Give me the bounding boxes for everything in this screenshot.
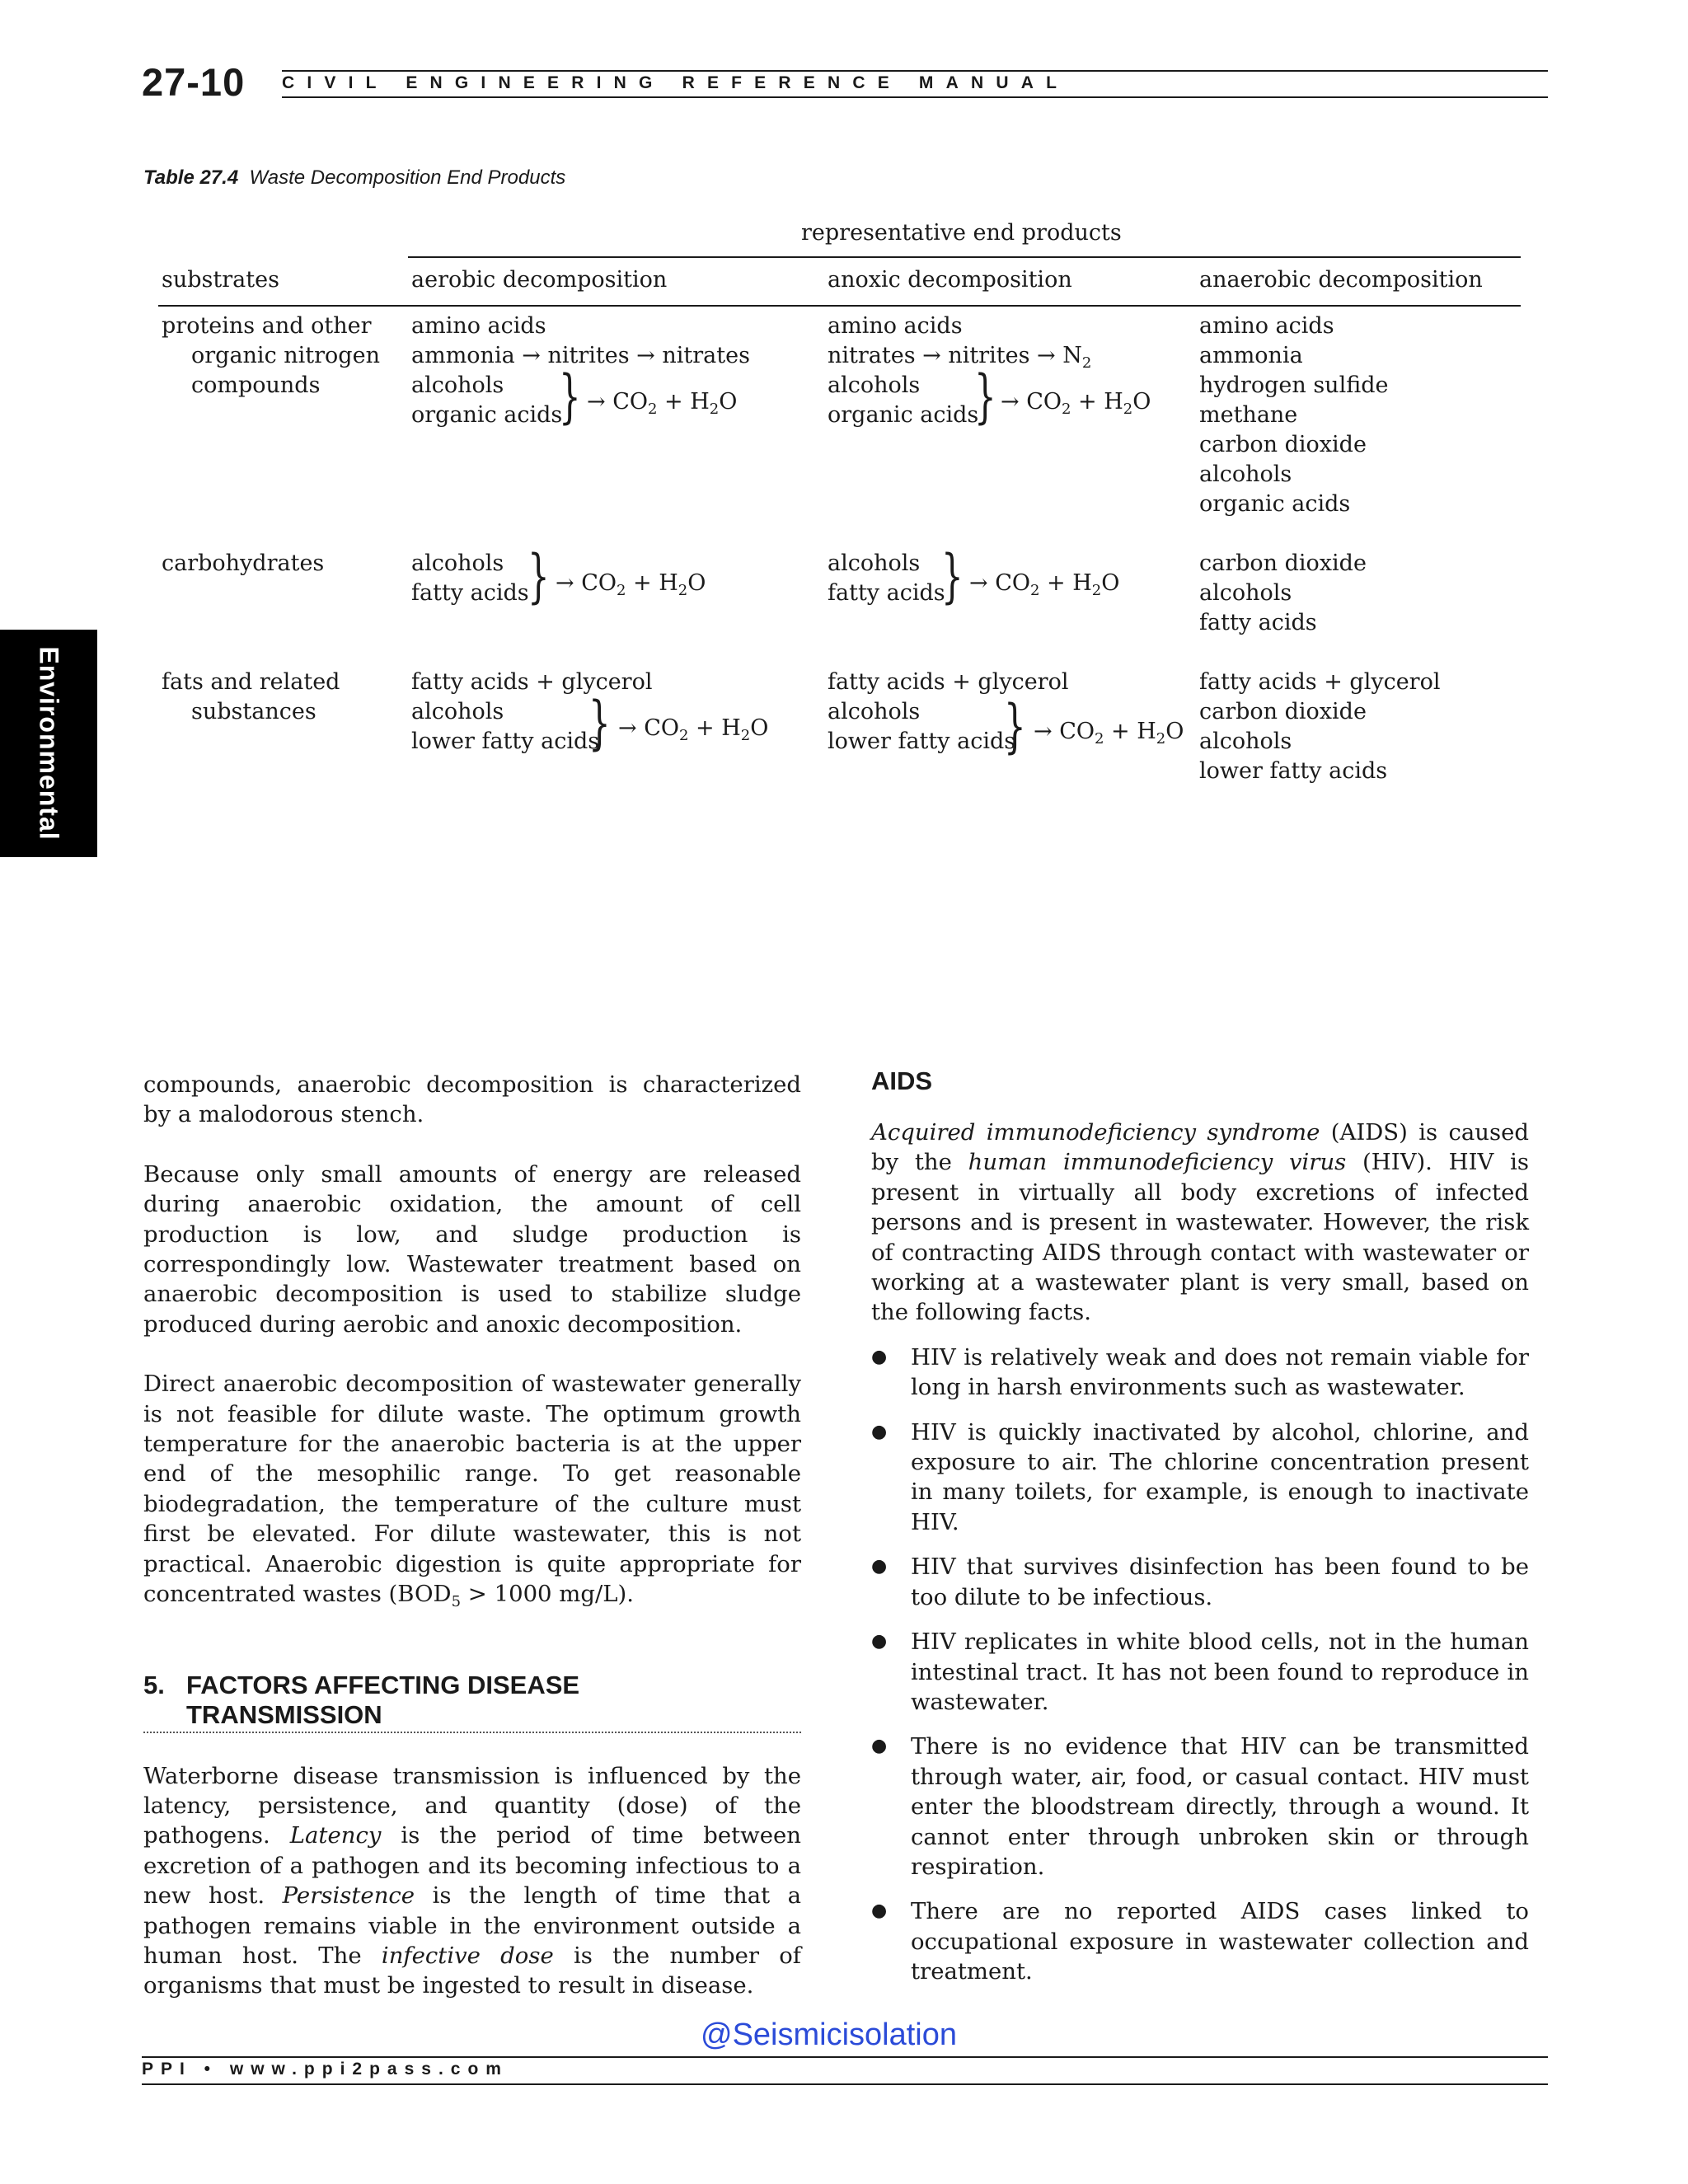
anoxic-cell: alcohols — [828, 551, 921, 576]
paragraph: Waterborne disease transmission is influenced by the latency, persistence, and quantity (dose) of the pathogens. Latency is the period of time between excretion of a pathogen and its becoming infectious to a new host. Persistence is the length of time that a pathogen remains viable in the environment outside a human host. The infective dose is the number of organisms that must be ingested to result in disease. — [143, 1762, 802, 1999]
substrate-cell: organic nitrogen — [191, 343, 380, 368]
anaerobic-cell: amino acids — [1199, 313, 1334, 339]
infective-dose-term: infective dose — [381, 1942, 554, 1969]
brace-icon: } — [974, 363, 996, 430]
arrow-result: → $CO_2 + H_2O$ — [1001, 389, 1151, 418]
anaerobic-cell: carbon dioxide — [1199, 699, 1367, 724]
footer-rule-bottom — [142, 2083, 1548, 2085]
aerobic-cell: amino acids — [411, 313, 546, 339]
brace-icon: } — [559, 363, 581, 430]
latency-term: Latency — [289, 1822, 382, 1849]
list-item: ● HIV replicates in white blood cells, not in the human intestinal tract. It has not been found to reproduce in wastewater. — [871, 1627, 1529, 1717]
header-rule-bottom — [282, 96, 1548, 98]
substrate-cell: carbohydrates — [162, 551, 325, 576]
anoxic-cell: alcohols — [828, 699, 921, 724]
anaerobic-cell: alcohols — [1199, 729, 1292, 754]
col-header-anoxic: anoxic decomposition — [828, 267, 1072, 293]
running-head: CIVIL ENGINEERING REFERENCE MANUAL — [282, 73, 1070, 92]
col-header-anaerobic: anaerobic decomposition — [1199, 267, 1483, 293]
substrate-cell: proteins and other — [162, 313, 372, 339]
list-item: ● HIV is quickly inactivated by alcohol, chlorine, and exposure to air. The chlorine concentration present in many toilets, for example, is enough to inactivate HIV. — [871, 1418, 1529, 1538]
paragraph: Because only small amounts of energy are released during anaerobic oxidation, the amount of cell production is low, and sludge production is correspondingly low. Wastewater treatment based on anaerobic decomposition is used to stabilize sludge produced during aerobic and anoxic decomposition. — [143, 1160, 801, 1338]
substrate-cell: substances — [191, 699, 316, 724]
persistence-term: Persistence — [282, 1882, 415, 1910]
anaerobic-cell: methane — [1199, 402, 1298, 428]
right-column — [871, 1066, 1529, 2002]
brace-icon: } — [588, 689, 611, 757]
aerobic-cell: lower fatty acids — [411, 729, 600, 754]
anaerobic-cell: alcohols — [1199, 580, 1292, 606]
anaerobic-cell: lower fatty acids — [1199, 758, 1388, 784]
anaerobic-cell: alcohols — [1199, 462, 1292, 487]
footer-rule-top — [142, 2056, 1548, 2058]
aerobic-cell: ammonia → nitrites → nitrates — [411, 343, 750, 368]
anoxic-cell: alcohols — [828, 373, 921, 398]
list-item: ● There is no evidence that HIV can be transmitted through water, air, food, or casual contact. HIV must enter the bloodstream directly, through a wound. It cannot enter through unbroken skin or through respiration. — [871, 1732, 1529, 1882]
header-rule-top — [282, 70, 1548, 72]
anaerobic-cell: fatty acids — [1199, 610, 1317, 635]
brace-icon: } — [1004, 692, 1026, 760]
anaerobic-cell: carbon dioxide — [1199, 432, 1367, 457]
side-tab-label: Environmental — [34, 646, 64, 841]
group-header: representative end products — [801, 220, 1122, 246]
paragraph: compounds, anaerobic decomposition is characterized by a malodorous stench. — [143, 1071, 801, 1128]
aerobic-cell: fatty acids + glycerol — [411, 669, 653, 695]
section-rule — [143, 1732, 801, 1733]
aids-term: Acquired immunodeficiency syndrome — [871, 1119, 1320, 1146]
table-title: Waste Decomposition End Products — [249, 166, 566, 189]
aerobic-cell: organic acids — [411, 402, 563, 428]
table-label: Table 27.4 — [143, 166, 239, 189]
footer-text: PPI • www.ppi2pass.com — [142, 2060, 509, 2079]
list-item: ● HIV that survives disinfection has been found to be too dilute to be infectious. — [871, 1552, 1529, 1612]
anaerobic-cell: organic acids — [1199, 491, 1351, 517]
page-number: 27-10 — [142, 60, 246, 104]
brace-icon: } — [528, 542, 550, 610]
table-caption — [143, 166, 565, 190]
section-heading — [143, 1671, 801, 1730]
anaerobic-cell: ammonia — [1199, 343, 1303, 368]
col-header-aerobic: aerobic decomposition — [411, 267, 668, 293]
section-title-line1: FACTORS AFFECTING DISEASE — [186, 1670, 580, 1699]
anoxic-cell: organic acids — [828, 402, 979, 428]
anoxic-cell: nitrates → nitrites → $N_2$ — [828, 343, 1092, 372]
aids-heading: AIDS — [871, 1066, 933, 1095]
hiv-term: human immunodeficiency virus — [968, 1149, 1347, 1176]
column-header-rule — [158, 305, 1521, 307]
anoxic-cell: lower fatty acids — [828, 729, 1016, 754]
arrow-result: → $CO_2 + H_2O$ — [556, 570, 706, 599]
arrow-result: → $CO_2 + H_2O$ — [969, 570, 1120, 599]
left-column — [143, 1070, 801, 2031]
col-header-substrates: substrates — [162, 267, 279, 293]
anaerobic-cell: carbon dioxide — [1199, 551, 1367, 576]
arrow-result: → $CO_2 + H_2O$ — [618, 715, 769, 744]
brace-icon: } — [941, 542, 964, 610]
watermark: @Seismicisolation — [701, 2018, 958, 2052]
anaerobic-cell: fatty acids + glycerol — [1199, 669, 1441, 695]
aerobic-cell: alcohols — [411, 373, 504, 398]
section-number: 5. — [143, 1670, 165, 1699]
aerobic-cell: fatty acids — [411, 580, 529, 606]
arrow-result: → $CO_2 + H_2O$ — [587, 389, 738, 418]
anaerobic-cell: hydrogen sulfide — [1199, 373, 1389, 398]
list-item: ● There are no reported AIDS cases linked to occupational exposure in wastewater collection and treatment. — [871, 1896, 1529, 1986]
paragraph: Direct anaerobic decomposition of wastewater generally is not feasible for dilute waste. The optimum growth temperature for the anaerobic bacteria is at the upper end of the mesophilic range. To get reasonable biodegradation, the temperature of the culture must first be elevated. For dilute wastewater, this is not practical. Anaerobic digestion is quite appropriate for concentrated wastes ($BOD_5 > 1000$ mg/L). — [143, 1371, 801, 1611]
substrate-cell: compounds — [191, 373, 321, 398]
anoxic-cell: amino acids — [828, 313, 963, 339]
anoxic-cell: fatty acids + glycerol — [828, 669, 1069, 695]
substrate-cell: fats and related — [162, 669, 340, 695]
section-title-line2: TRANSMISSION — [186, 1699, 382, 1729]
paragraph: Acquired immunodeficiency syndrome (AIDS) is caused by the human immunodeficiency virus (HIV). HIV is present in virtually all body excretions of infected persons and is present in wastewater. However, the risk of contracting AIDS through contact with wastewater or working at a wastewater plant is very small, based on the following facts. — [871, 1119, 1529, 1326]
aerobic-cell: alcohols — [411, 699, 504, 724]
facts-list — [871, 1343, 1529, 1987]
anoxic-cell: fatty acids — [828, 580, 945, 606]
group-header-rule — [408, 256, 1521, 258]
aerobic-cell: alcohols — [411, 551, 504, 576]
arrow-result: → $CO_2 + H_2O$ — [1034, 719, 1184, 748]
list-item: ● HIV is relatively weak and does not remain viable for long in harsh environments such as wastewater. — [871, 1343, 1529, 1403]
